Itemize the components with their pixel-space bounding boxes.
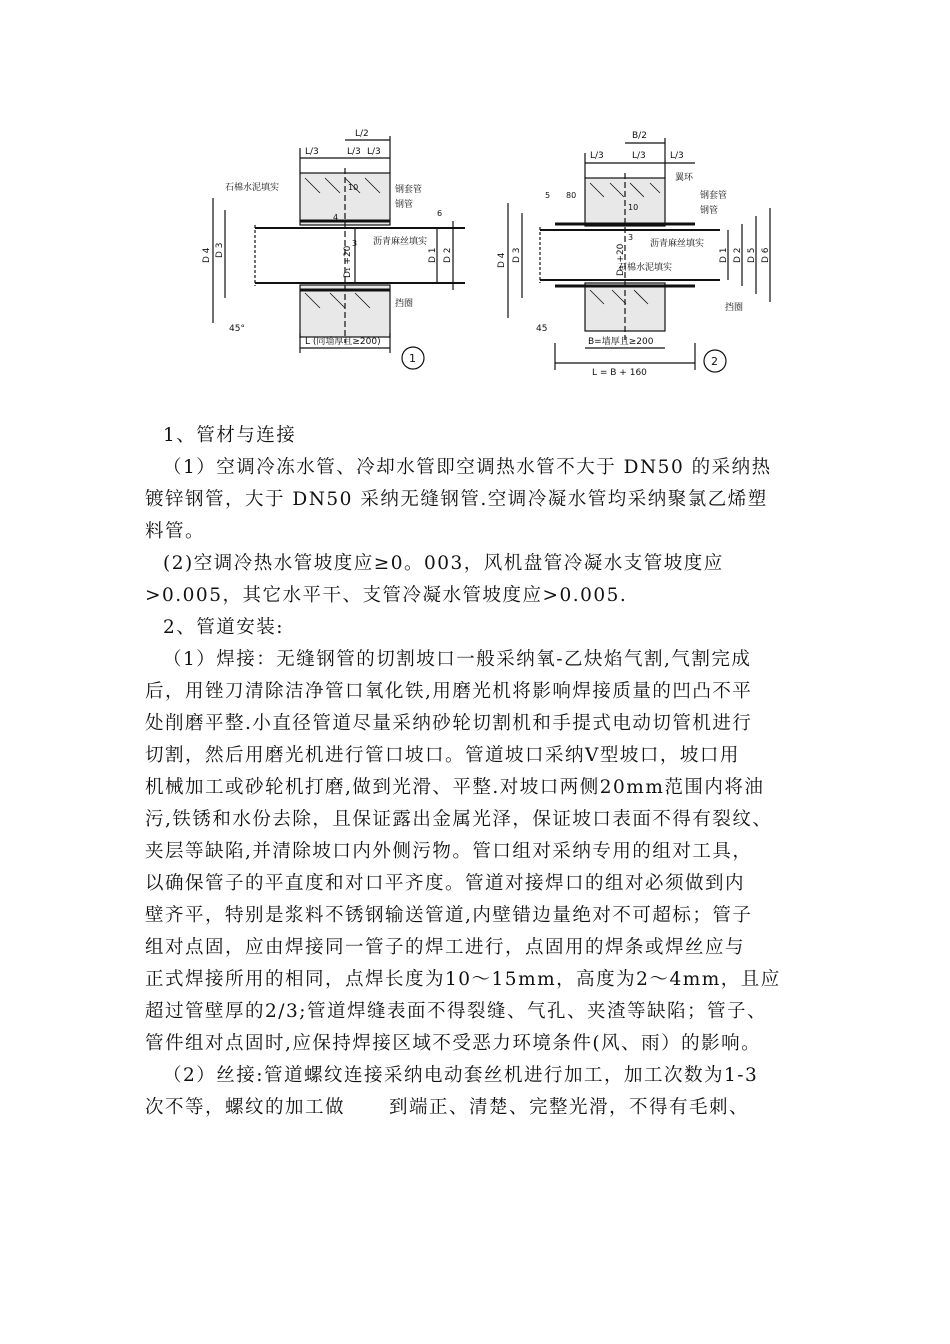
fig2-dim-d1: D 1 — [719, 247, 729, 263]
fig1-dim-left: L/3 — [305, 147, 319, 157]
paragraph-2-line-1: (2)空调冷热水管坡度应≥0。003，风机盘管冷凝水支管坡度应 — [163, 553, 724, 574]
paragraph-1-line-2: 镀锌钢管，大于 DN50 采纳无缝钢管.空调冷凝水管均采纳聚氯乙烯塑 — [145, 489, 768, 510]
fig1-dim-d1plus: D₁ +20 — [343, 245, 353, 278]
fig2-label-asphalt: 沥青麻丝填实 — [650, 239, 705, 249]
paragraph-3-line-2: 后，用锉刀清除洁净管口氧化铁,用磨光机将影响焊接质量的凹凸不平 — [145, 681, 753, 702]
fig1-label-pipe: 钢管 — [395, 200, 414, 210]
paragraph-3-line-11: 正式焊接所用的相同，点焊长度为10～15mm，高度为2～4mm，且应 — [145, 969, 781, 990]
paragraph-3-line-13: 管件组对点固时,应保持焊接区域不受恶力环境条件(风、雨）的影响。 — [145, 1033, 762, 1054]
paragraph-3-line-10: 组对点固，应由焊接同一管子的焊工进行，点固用的焊条或焊丝应与 — [145, 937, 746, 958]
paragraph-3-line-3: 处削磨平整.小直径管道尽量采纳砂轮切割机和手提式电动切管机进行 — [145, 713, 753, 734]
fig1-num-6: 6 — [437, 209, 443, 218]
figure-1-casing-detail — [202, 118, 475, 378]
fig1-dim-d4: D 4 — [202, 247, 212, 263]
fig1-label-length: L (同墙厚且≥200) — [305, 337, 381, 347]
fig2-dim-left: L/3 — [590, 151, 604, 161]
fig2-num-5: 5 — [545, 191, 551, 200]
paragraph-3-line-1: （1）焊接：无缝钢管的切割坡口一般采纳氧-乙炔焰气割,气割完成 — [163, 649, 752, 670]
paragraph-3-line-6: 污,铁锈和水份去除，且保证露出金属光泽，保证坡口表面不得有裂纹、 — [145, 809, 773, 830]
fig2-label-baffle: 挡圈 — [725, 303, 744, 313]
fig1-num-3: 3 — [352, 239, 358, 248]
fig1-dim-mid1: L/3 — [347, 147, 361, 157]
fig1-dim-d3: D 3 — [215, 242, 225, 258]
fig1-dim-top: L/2 — [355, 129, 369, 139]
fig2-dim-d5: D 5 — [747, 247, 757, 263]
fig1-label-sleeve: 钢套管 — [395, 185, 423, 195]
paragraph-2-line-2: >0.005，其它水平干、支管冷凝水管坡度应>0.005. — [145, 585, 628, 606]
fig1-num-45: 45° — [229, 324, 245, 334]
fig1-dim-d1: D 1 — [428, 247, 438, 263]
paragraph-3-line-8: 以确保管子的平直度和对口平齐度。管道对接焊口的组对必须做到内 — [145, 873, 746, 894]
fig2-dim-d3: D 3 — [512, 247, 522, 263]
fig2-num-45: 45 — [536, 324, 548, 334]
section-1-title: 1、管材与连接 — [163, 425, 297, 446]
fig1-circle-number: 1 — [409, 352, 416, 365]
fig2-label-l: L = B + 160 — [592, 368, 647, 378]
paragraph-4-line-1: （2）丝接:管道螺纹连接采纳电动套丝机进行加工，加工次数为1-3 — [163, 1065, 759, 1086]
fig2-num-3: 3 — [628, 233, 634, 242]
fig2-label-b: B=墙厚且≥200 — [588, 337, 654, 347]
fig2-dim-d1plus: D₁ +20 — [616, 243, 626, 276]
fig2-dim-right: L/3 — [670, 151, 684, 161]
paragraph-3-line-9: 壁齐平，特别是浆料不锈钢输送管道,内壁错边量绝对不可超标；管子 — [145, 905, 753, 926]
document-body — [145, 420, 825, 1124]
paragraph-3-line-12: 超过管壁厚的2/3;管道焊缝表面不得裂缝、气孔、夹渣等缺陷；管子、 — [145, 1001, 768, 1022]
fig1-label-baffle: 挡圈 — [395, 299, 414, 309]
fig2-dim-top: B/2 — [632, 131, 647, 141]
figure-1-drawing — [202, 118, 475, 378]
fig2-circle-number: 2 — [711, 355, 718, 368]
fig1-dim-mid2: L/3 — [367, 147, 381, 157]
paragraph-3-line-4: 切割，然后用磨光机进行管口坡口。管道坡口采纳Ⅴ型坡口，坡口用 — [145, 745, 740, 766]
paragraph-1-line-3: 料管。 — [145, 521, 206, 542]
fig2-label-sleeve: 钢套管 — [700, 191, 728, 201]
paragraph-1-line-1: （1）空调冷冻水管、冷却水管即空调热水管不大于 DN50 的采纳热 — [163, 457, 772, 478]
fig2-label-pipe: 钢管 — [700, 206, 719, 216]
paragraph-3-line-5: 机械加工或砂轮机打磨,做到光滑、平整.对坡口两侧20mm范围内将油 — [145, 777, 765, 798]
paragraph-4-line-2 — [145, 1092, 825, 1124]
fig2-label-asbestos: 石棉水泥填实 — [618, 263, 673, 273]
fig1-num-4: 4 — [333, 213, 339, 222]
fig1-label-asphalt: 沥青麻丝填实 — [373, 237, 428, 247]
paragraph-3-line-7: 夹层等缺陷,并清除坡口内外侧污物。管口组对采纳专用的组对工具， — [145, 841, 753, 862]
fig2-num-10: 10 — [628, 203, 639, 212]
fig1-label-asbestos: 石棉水泥填实 — [225, 183, 280, 193]
paragraph-4-line-2-part-b: 到端正、清楚、完整光滑，不得有毛刺、 — [389, 1097, 750, 1118]
fig2-dim-mid: L/3 — [632, 151, 646, 161]
fig1-dim-d2: D 2 — [443, 247, 453, 263]
section-2-title: 2、管道安装: — [163, 617, 285, 638]
figure-2-drawing — [497, 118, 790, 380]
fig2-dim-d4: D 4 — [497, 252, 507, 268]
paragraph-4-line-2-part-a: 次不等，螺纹的加工做 — [145, 1097, 346, 1118]
fig2-num-80: 80 — [566, 191, 577, 200]
fig1-num-10: 10 — [348, 183, 359, 192]
fig2-label-wing: 翼环 — [675, 173, 694, 183]
fig2-dim-d6: D 6 — [761, 247, 771, 263]
figure-2-casing-detail — [497, 118, 790, 380]
fig2-dim-d2: D 2 — [733, 247, 743, 263]
